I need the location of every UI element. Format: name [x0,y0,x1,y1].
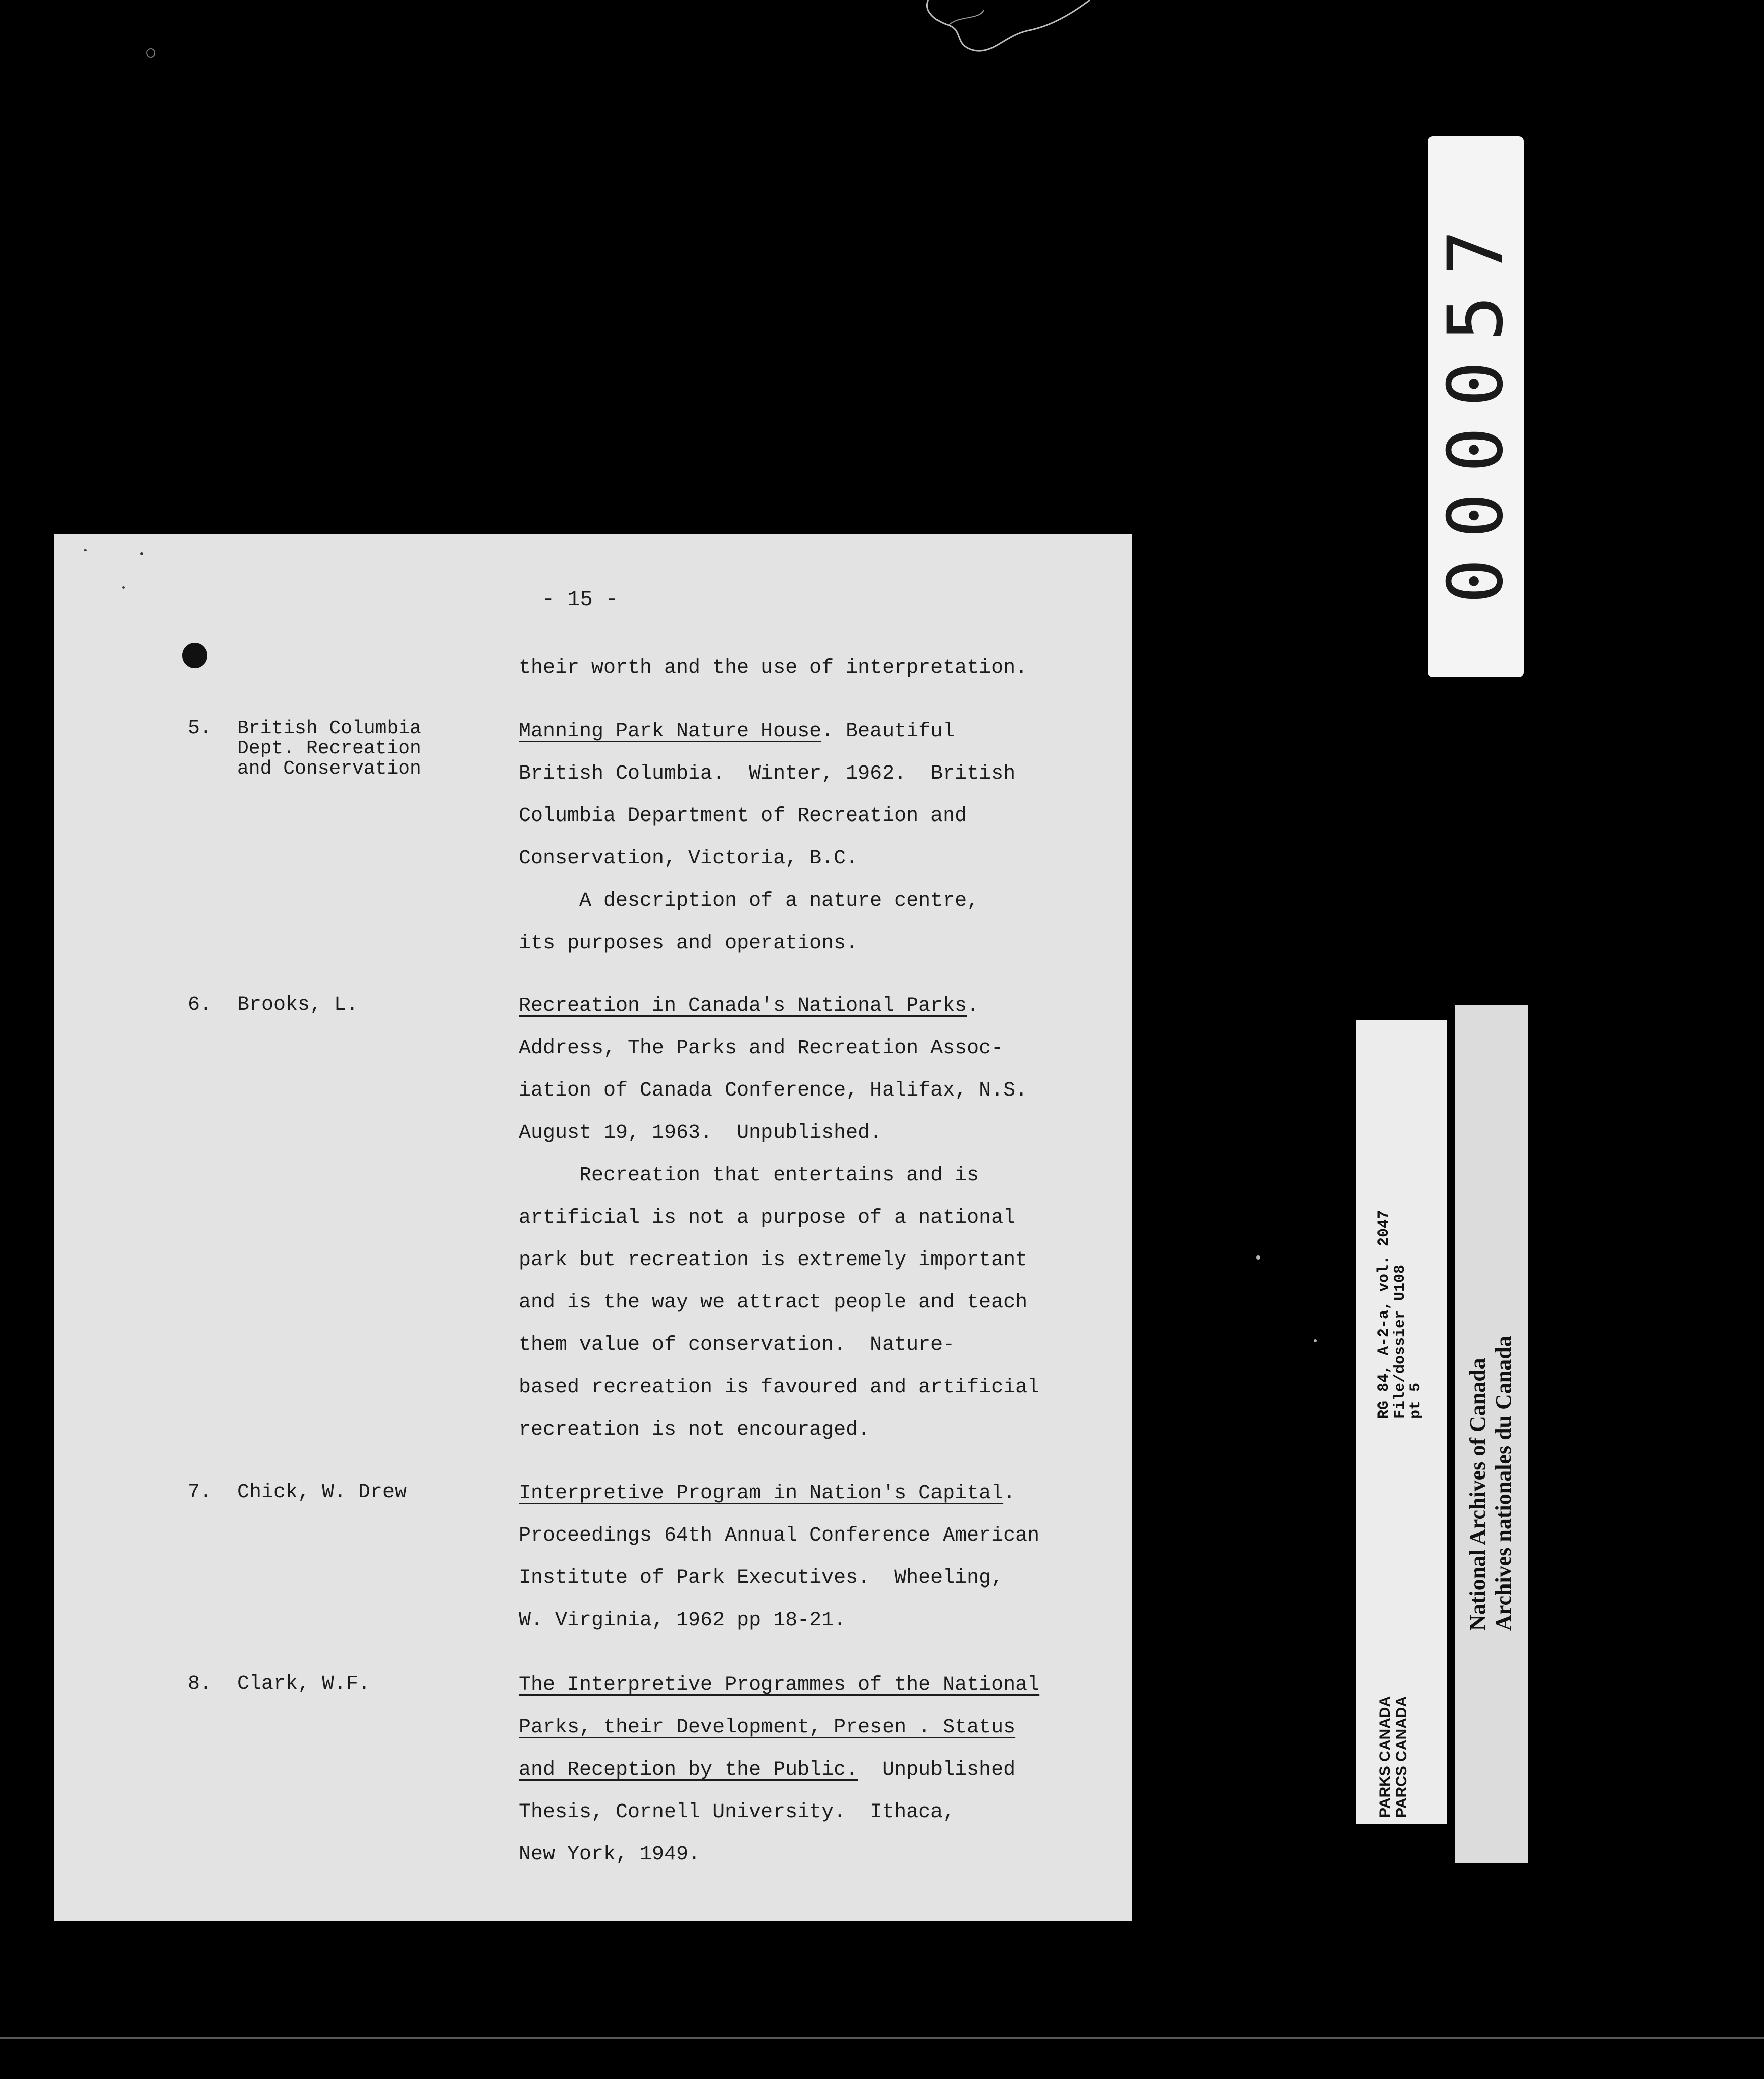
entry-text-line: Address, The Parks and Recreation Assoc- [519,1037,1004,1060]
archive-reference-label [1356,1020,1447,1824]
entry-author: Chick, W. Drew [237,1481,407,1504]
carry-over-text: their worth and the use of interpretation. [519,656,1028,679]
entry-text-line: August 19, 1963. Unpublished. [519,1122,883,1144]
entry-author: Brooks, L. [237,994,359,1016]
frame-number-tag [1428,136,1524,677]
entry-title-line: Manning Park Nature House. Beautiful [519,720,955,743]
entry-title-line: Interpretive Program in Nation's Capital. [519,1482,1016,1505]
entry-annotation-line: park but recreation is extremely important [519,1249,1028,1272]
entry-annotation-line: Recreation that entertains and is [519,1164,979,1187]
archive-reference: RG 84, A-2-a, vol. 2047 File/dossier U108 pt 5 [1375,1210,1424,1419]
entry-title: Manning Park Nature House [519,720,822,743]
page-speck [122,586,125,589]
page-speck [84,549,87,551]
entry-annotation-line: recreation is not encouraged. [519,1418,870,1441]
entry-title-line: Recreation in Canada's National Parks. [519,995,979,1017]
institution-name: National Archives of Canada Archives nationales du Canada [1465,1336,1516,1631]
entry-annotation-line: A description of a nature centre, [519,890,979,912]
entry-number: 8. [188,1673,212,1695]
entry-title-line [519,1718,1015,1738]
entry-title-line [519,1675,1039,1695]
entry-title: Recreation in Canada's National Parks [519,995,967,1017]
entry-author: British Columbia Dept. Recreation and Conservation [237,718,421,780]
entry-annotation-line: them value of conservation. Nature- [519,1334,955,1356]
dust-speck [1256,1255,1260,1260]
entry-annotation-line: artificial is not a purpose of a national [519,1207,1016,1229]
frame-edge-line [0,2037,1764,2039]
document-page [54,534,1132,1921]
frame-number: 000057 [1432,209,1520,604]
entry-text-line: Institute of Park Executives. Wheeling, [519,1567,1004,1590]
entry-text-line: iation of Canada Conference, Halifax, N.S. [519,1079,1028,1102]
punch-hole [182,643,207,668]
entry-title: Parks, their Development, Presen . Status [519,1716,1016,1739]
entry-number: 7. [188,1481,212,1504]
entry-title: The Interpretive Programmes of the National [519,1674,1040,1697]
agency-name: PARKS CANADA PARCS CANADA [1376,1695,1410,1818]
institution-label [1455,1005,1528,1863]
entry-title: and Reception by the Public. [519,1759,858,1781]
entry-number: 5. [188,717,212,740]
entry-annotation-line: based recreation is favoured and artificial [519,1376,1040,1399]
entry-text-line: W. Virginia, 1962 pp 18-21. [519,1609,846,1632]
entry-title-line: and Reception by the Public. Unpublished [519,1759,1016,1781]
page-number: - 15 - [542,587,619,612]
entry-annotation-line: its purposes and operations. [519,932,858,955]
dust-speck [146,48,155,58]
thread-artifact [918,0,1100,61]
entry-text-line: Conservation, Victoria, B.C. [519,847,858,870]
dust-speck [1314,1339,1317,1342]
entry-number: 6. [188,994,212,1016]
entry-text-line: Thesis, Cornell University. Ithaca, [519,1801,955,1824]
entry-text-line: British Columbia. Winter, 1962. British [519,762,1016,785]
entry-text-line: Columbia Department of Recreation and [519,805,967,828]
entry-annotation-line: and is the way we attract people and teach [519,1291,1028,1314]
entry-author: Clark, W.F. [237,1673,371,1695]
entry-title: Interpretive Program in Nation's Capital [519,1482,1004,1505]
entry-text-line: Proceedings 64th Annual Conference American [519,1524,1040,1547]
page-speck [140,552,143,555]
entry-text-line: New York, 1949. [519,1843,701,1866]
